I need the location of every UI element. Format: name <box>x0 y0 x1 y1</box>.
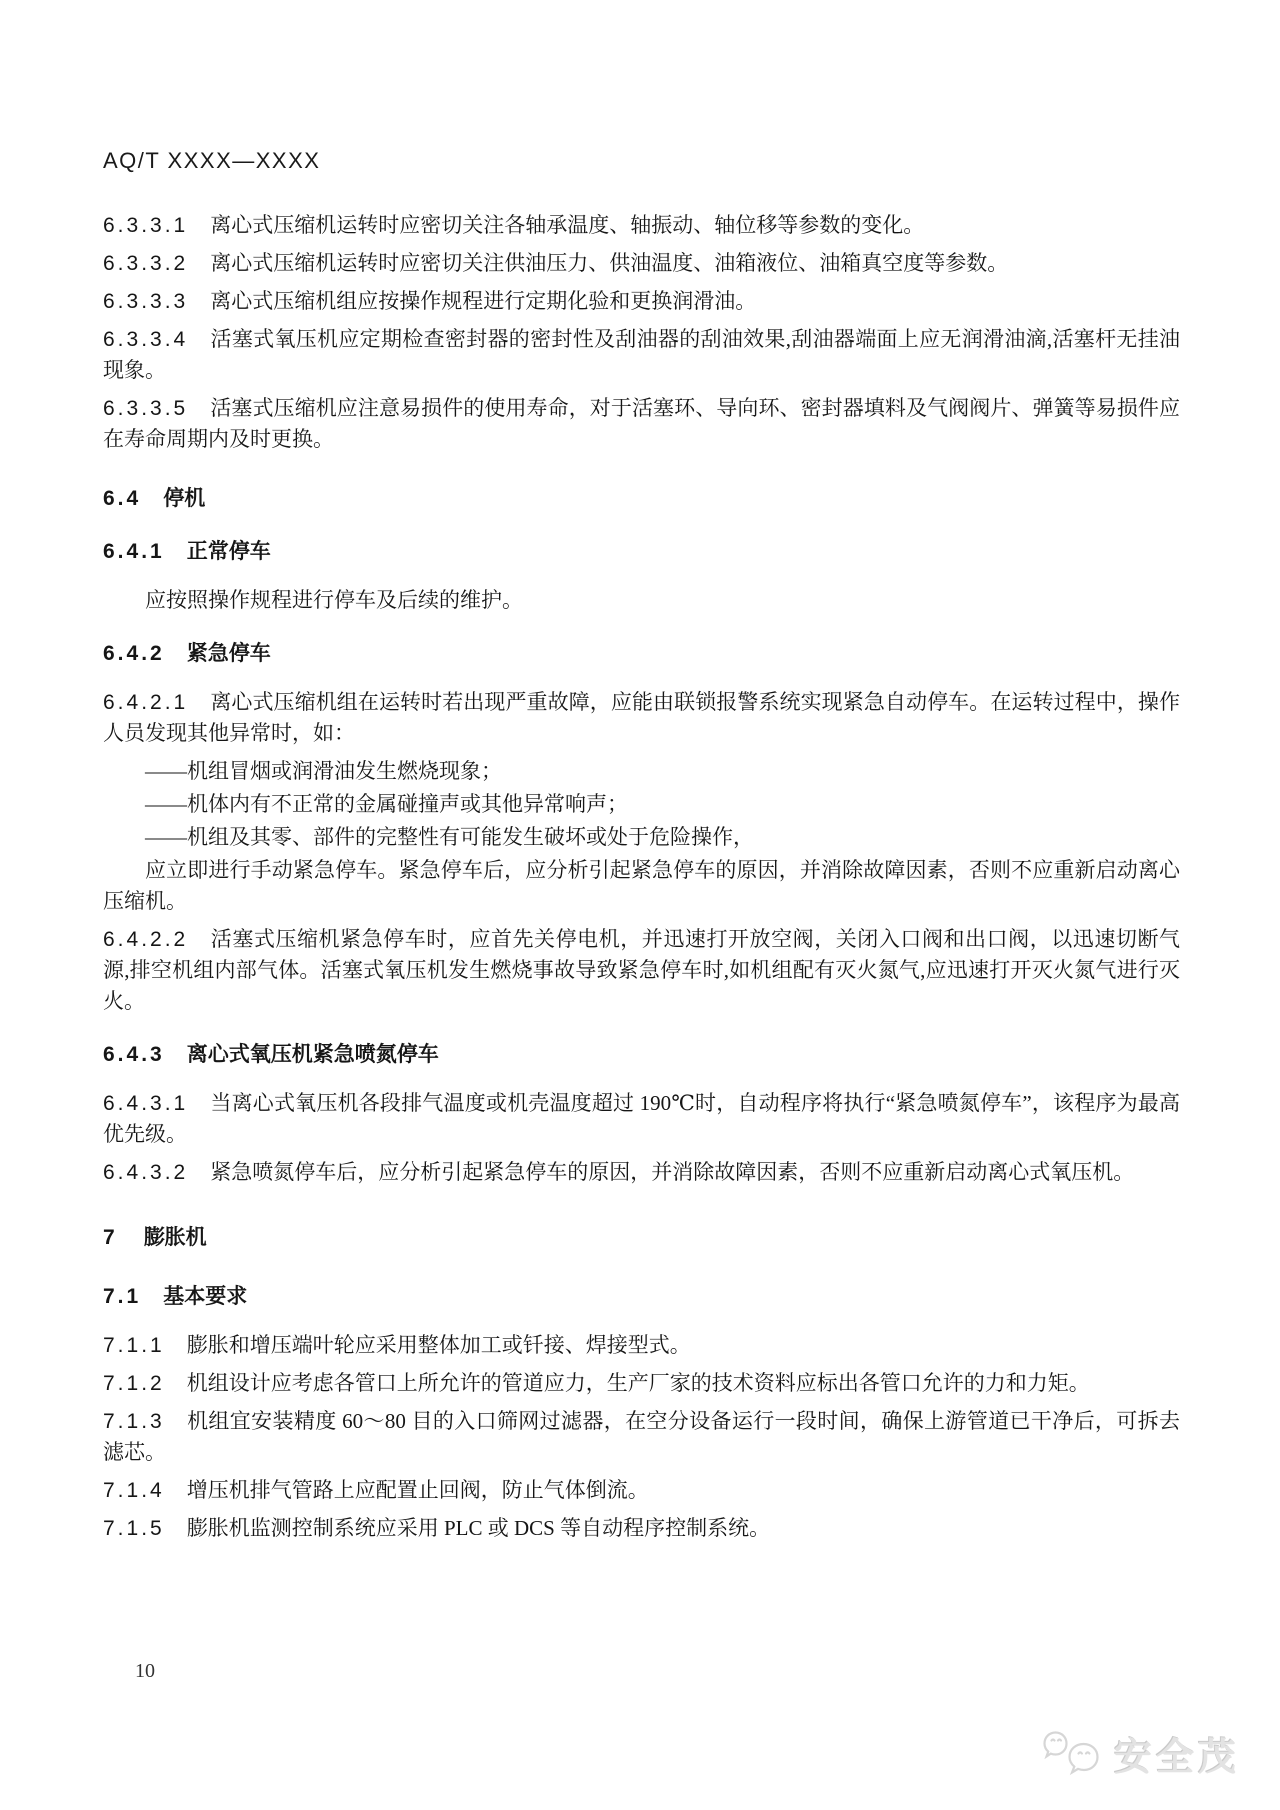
clause-number: 6.4.3 <box>103 1043 165 1066</box>
clause-text: 活塞式氧压机应定期检查密封器的密封性及刮油器的刮油效果,刮油器端面上应无润滑油滴,活塞杆无挂油现象。 <box>103 327 1180 382</box>
clause-number: 7 <box>103 1226 118 1249</box>
paragraph-13 <box>103 855 1180 917</box>
block-6-3-3-3 <box>103 286 1180 317</box>
clause-text: ——机组及其零、部件的完整性有可能发生破坏或处于危险操作， <box>145 825 754 849</box>
paragraph-7 <box>103 585 1180 616</box>
dash-item-12 <box>103 822 1180 853</box>
watermark <box>1042 1726 1240 1781</box>
clause-text: 当离心式氧压机各段排气温度或机壳温度超过 190℃时，自动程序将执行“紧急喷氮停车”，该程序为最高优先级。 <box>103 1091 1180 1146</box>
block-7-1-1 <box>103 1330 1180 1361</box>
clause-text: 离心式压缩机运转时应密切关注各轴承温度、轴振动、轴位移等参数的变化。 <box>210 213 925 237</box>
block-6-4-3-1 <box>103 1088 1180 1150</box>
clause-text: ——机体内有不正常的金属碰撞声或其他异常响声； <box>145 792 628 816</box>
clause-number: 7.1.5 <box>103 1517 165 1540</box>
clause-text: 增压机排气管路上应配置止回阀，防止气体倒流。 <box>186 1478 649 1502</box>
watermark-brand-text: 安全茂 <box>1113 1737 1240 1779</box>
clause-text: 膨胀机监测控制系统应采用 PLC 或 DCS 等自动程序控制系统。 <box>186 1516 771 1540</box>
clause-number: 7.1.1 <box>103 1334 165 1357</box>
clause-number: 6.4.2 <box>103 642 165 665</box>
clause-text: 离心式压缩机组应按操作规程进行定期化验和更换润滑油。 <box>210 289 757 313</box>
clause-text: 机组设计应考虑各管口上所允许的管道应力，生产厂家的技术资料应标出各管口允许的力和力矩。 <box>186 1371 1090 1395</box>
clause-number: 6.4.1 <box>103 540 165 563</box>
clause-text: 停机 <box>163 487 206 510</box>
block-6-3-3-5 <box>103 393 1180 455</box>
clause-number: 7.1.4 <box>103 1479 165 1502</box>
clause-number: 7.1 <box>103 1285 142 1308</box>
block-7 <box>103 1222 1180 1253</box>
clause-number: 6.3.3.1 <box>103 214 189 237</box>
block-6-4-2 <box>103 638 1180 669</box>
clause-number: 7.1.2 <box>103 1372 165 1395</box>
clause-text: 活塞式压缩机应注意易损件的使用寿命，对于活塞环、导向环、密封器填料及气阀阀片、弹簧等易损件应在寿命周期内及时更换。 <box>103 396 1180 451</box>
block-6-4-2-1 <box>103 687 1180 749</box>
clause-number: 7.1.3 <box>103 1410 165 1433</box>
clause-text: 膨胀和增压端叶轮应采用整体加工或钎接、焊接型式。 <box>186 1333 691 1357</box>
clause-text: 离心式压缩机组在运转时若出现严重故障，应能由联锁报警系统实现紧急自动停车。在运转过程中，操作人员发现其他异常时，如： <box>103 690 1180 745</box>
clause-text: 活塞式压缩机紧急停车时，应首先关停电机，并迅速打开放空阀，关闭入口阀和出口阀，以迅速切断气源,排空机组内部气体。活塞式氧压机发生燃烧事故导致紧急停车时,如机组配有灭火氮气,应迅速打开灭火氮气进行灭火。 <box>103 927 1180 1013</box>
clause-number: 6.4 <box>103 487 142 510</box>
clause-text: 膨胀机 <box>143 1226 207 1249</box>
block-7-1-2 <box>103 1368 1180 1399</box>
block-6-4-3 <box>103 1039 1180 1070</box>
block-6-3-3-4 <box>103 324 1180 386</box>
wechat-chat-bubbles-icon <box>1042 1728 1104 1780</box>
block-6-3-3-1 <box>103 210 1180 241</box>
clause-text: 离心式压缩机运转时应密切关注供油压力、供油温度、油箱液位、油箱真空度等参数。 <box>210 251 1009 275</box>
clause-number: 6.4.3.2 <box>103 1161 189 1184</box>
dash-item-11 <box>103 789 1180 820</box>
block-6-4 <box>103 483 1180 514</box>
block-7-1-5 <box>103 1513 1180 1544</box>
clause-text: 紧急喷氮停车后，应分析引起紧急停车的原因，并消除故障因素，否则不应重新启动离心式氧压机。 <box>210 1160 1135 1184</box>
block-6-3-3-2 <box>103 248 1180 279</box>
block-7-1 <box>103 1281 1180 1312</box>
clause-number: 6.4.2.1 <box>103 691 189 714</box>
block-7-1-4 <box>103 1475 1180 1506</box>
clause-text: 正常停车 <box>186 540 271 563</box>
clause-text: 紧急停车 <box>186 642 271 665</box>
clause-number: 6.3.3.5 <box>103 397 189 420</box>
clause-text: 离心式氧压机紧急喷氮停车 <box>186 1043 439 1066</box>
standard-code-header: AQ/T XXXX—XXXX <box>103 148 321 173</box>
clause-text: 应立即进行手动紧急停车。紧急停车后，应分析引起紧急停车的原因，并消除故障因素，否则不应重新启动离心压缩机。 <box>103 858 1180 913</box>
clause-text: ——机组冒烟或润滑油发生燃烧现象； <box>145 759 502 783</box>
clause-text: 机组宜安装精度 60～80 目的入口筛网过滤器，在空分设备运行一段时间，确保上游管道已干净后，可拆去滤芯。 <box>103 1409 1180 1464</box>
document-body <box>103 210 1180 1544</box>
clause-number: 6.3.3.2 <box>103 252 189 275</box>
clause-number: 6.4.3.1 <box>103 1092 189 1115</box>
dash-item-10 <box>103 756 1180 787</box>
clause-number: 6.3.3.3 <box>103 290 189 313</box>
block-6-4-3-2 <box>103 1157 1180 1188</box>
clause-number: 6.3.3.4 <box>103 328 189 351</box>
clause-text: 基本要求 <box>163 1285 248 1308</box>
clause-text: 应按照操作规程进行停车及后续的维护。 <box>145 588 523 612</box>
block-6-4-1 <box>103 536 1180 567</box>
page-number: 10 <box>135 1660 155 1682</box>
block-6-4-2-2 <box>103 924 1180 1017</box>
clause-number: 6.4.2.2 <box>103 928 189 951</box>
page-content <box>103 148 1180 1551</box>
block-7-1-3 <box>103 1406 1180 1468</box>
